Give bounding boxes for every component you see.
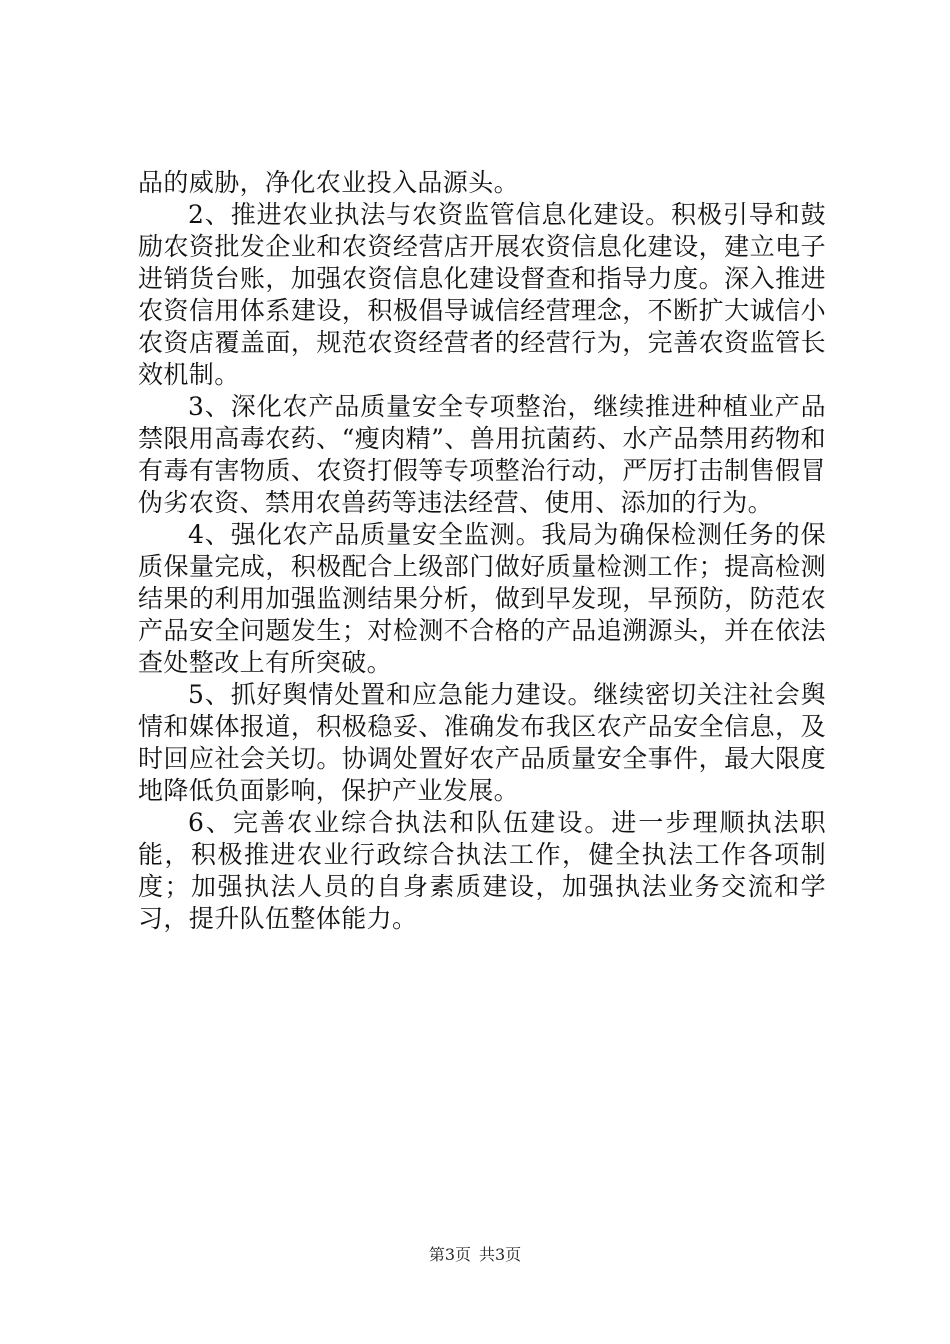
- page-footer: [0, 1244, 950, 1266]
- paragraph-item-5: 5、抓好舆情处置和应急能力建设。继续密切关注社会舆情和媒体报道，积极稳妥、准确发布我区农产品安全信息，及时回应社会关切。协调处置好农产品质量安全事件，最大限度地降低负面影响，保护产业发展。: [138, 680, 826, 805]
- paragraph-continuation: 品的威胁，净化农业投入品源头。: [138, 168, 520, 197]
- page-total: 共3页: [479, 1245, 522, 1264]
- page-number: 第3页: [428, 1245, 471, 1264]
- document-body: [138, 167, 826, 935]
- paragraph-item-6: 6、完善农业综合执法和队伍建设。进一步理顺执法职能，积极推进农业行政综合执法工作，健全执法工作各项制度；加强执法人员的自身素质建设，加强执法业务交流和学习，提升队伍整体能力。: [138, 808, 826, 933]
- paragraph-item-2: 2、推进农业执法与农资监管信息化建设。积极引导和鼓励农资批发企业和农资经营店开展农资信息化建设，建立电子进销货台账，加强农资信息化建设督查和指导力度。深入推进农资信用体系建设，积极倡导诚信经营理念，不断扩大诚信小农资店覆盖面，规范农资经营者的经营行为，完善农资监管长效机制。: [138, 200, 826, 389]
- paragraph-item-3: 3、深化农产品质量安全专项整治，继续推进种植业产品禁限用高毒农药、“瘦肉精”、兽用抗菌药、水产品禁用药物和有毒有害物质、农资打假等专项整治行动，严厉打击制售假冒伪劣农资、禁用农兽药等违法经营、使用、添加的行为。: [138, 392, 826, 517]
- paragraph-item-4: 4、强化农产品质量安全监测。我局为确保检测任务的保质保量完成，积极配合上级部门做好质量检测工作；提高检测结果的利用加强监测结果分析，做到早发现，早预防，防范农产品安全问题发生；对检测不合格的产品追溯源头，并在依法查处整改上有所突破。: [138, 520, 826, 677]
